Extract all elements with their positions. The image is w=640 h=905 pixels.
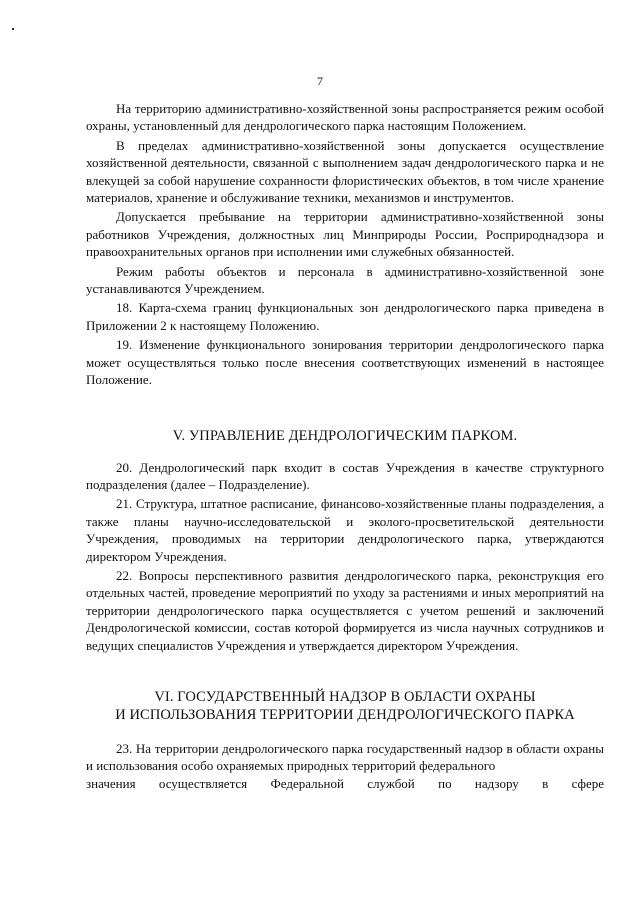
paragraph-23-last-line: значения осуществляется Федеральной службой по надзору в сфере xyxy=(86,775,604,791)
paragraph-admin-zone-activity: В пределах административно-хозяйственной зоны допускается осуществление хозяйственной деятельности, связанной с выполнением задач дендрологического парка и не влекущей за собой нарушение сохранности флористических объектов, в том числе хранение материалов, хранение и обслуживание техники, механизмов и инструментов. xyxy=(86,137,604,206)
section-heading-vi-line1: VI. ГОСУДАРСТВЕННЫЙ НАДЗОР В ОБЛАСТИ ОХРАНЫ xyxy=(154,688,536,705)
section-heading-vi-line2: И ИСПОЛЬЗОВАНИЯ ТЕРРИТОРИИ ДЕНДРОЛОГИЧЕСКОГО ПАРКА xyxy=(115,706,575,723)
paragraph-20: 20. Дендрологический парк входит в состав Учреждения в качестве структурного подразделения (далее – Подразделение). xyxy=(86,459,604,492)
section-heading-vi xyxy=(86,688,604,724)
paragraph-22: 22. Вопросы перспективного развития дендрологического парка, реконструкция его отдельных частей, проведение мероприятий по уходу за растениями и иных мероприятий на территории дендрологического парка осуществляется с учетом решений и заключений Дендрологической комиссии, состав которой формируется из числа научных сотрудников и ведущих специалистов Учреждения и утверждается директором Учреждения. xyxy=(86,567,604,653)
paragraph-19: 19. Изменение функционального зонирования территории дендрологического парка может осуществляться только после внесения соответствующих изменений в настоящее Положение. xyxy=(86,337,604,388)
document-body xyxy=(86,100,604,792)
paragraph-admin-zone-schedule: Режим работы объектов и персонала в административно-хозяйственной зоне устанавливаются Учреждением. xyxy=(86,263,604,297)
paragraph-admin-zone-presence: Допускается пребывание на территории административно-хозяйственной зоны работников Учреждения, должностных лиц Минприроды России, Росприроднадзора и правоохранительных органов при исполнении ими служебных обязанностей. xyxy=(86,209,604,260)
paragraph-18: 18. Карта-схема границ функциональных зон дендрологического парка приведена в Приложении 2 к настоящему Положению. xyxy=(86,300,604,333)
paragraph-21: 21. Структура, штатное расписание, финансово-хозяйственные планы подразделения, а также планы научно-исследовательской и эколого-просветительской деятельности Учреждения, проводимых на территории дендрологического парка, утверждаются директором Учреждения. xyxy=(86,496,604,564)
section-heading-v: V. УПРАВЛЕНИЕ ДЕНДРОЛОГИЧЕСКИМ ПАРКОМ. xyxy=(172,427,518,444)
paragraph-admin-zone-regime: На территорию административно-хозяйственной зоны распространяется режим особой охраны, установленный для дендрологического парка настоящим Положением. xyxy=(86,101,604,134)
page-number: 7 xyxy=(317,74,323,88)
scan-speck xyxy=(12,28,14,30)
paragraph-23: 23. На территории дендрологического парка государственный надзор в области охраны и использования особо охраняемых природных территорий федерального xyxy=(86,740,604,774)
